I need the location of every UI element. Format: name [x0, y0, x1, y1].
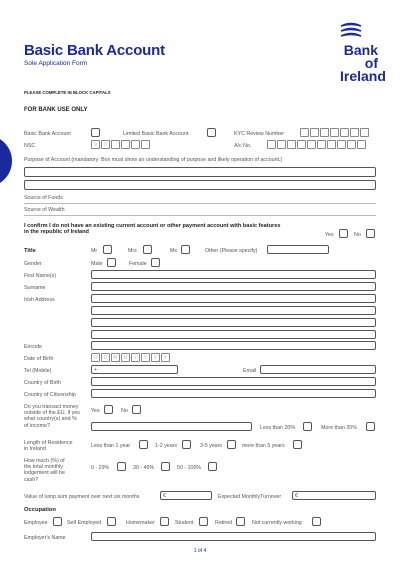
purpose-label: Purpose of Account (mandatory: Box must show an understanding of purpose and likely operation of account.)	[24, 157, 283, 163]
surname-field[interactable]	[91, 282, 376, 291]
bank-logo-text: Bank of Ireland	[340, 42, 386, 84]
residence-opt4-label: more than 5 years	[242, 443, 285, 449]
instruction-note: PLEASE COMPLETE IN BLOCK CAPITALS	[24, 90, 111, 95]
not-working-checkbox[interactable]	[312, 517, 321, 526]
divider	[24, 203, 376, 204]
retired-label: Retired	[215, 520, 233, 526]
confirm-no-checkbox[interactable]	[366, 229, 375, 238]
country-citizenship-label: Country of Citizenship	[24, 392, 76, 398]
nsc-field[interactable]: 9 0	[91, 140, 150, 149]
mr-checkbox[interactable]	[103, 245, 112, 254]
first-names-field[interactable]	[91, 270, 376, 279]
student-label: Student	[175, 520, 194, 526]
lodgement-opt1-label: 0 - 29%	[91, 465, 110, 471]
eircode-label: Eircode	[24, 344, 42, 350]
email-label: Email	[243, 368, 257, 374]
source-wealth-label: Source of Wealth	[24, 207, 65, 213]
dob-label: Date of Birth	[24, 356, 54, 362]
limited-account-checkbox[interactable]	[207, 128, 216, 137]
lodgement-opt1-checkbox[interactable]	[117, 462, 126, 471]
address-field-3[interactable]	[91, 318, 376, 327]
address-field-2[interactable]	[91, 306, 376, 315]
confirm-yes-checkbox[interactable]	[339, 229, 348, 238]
confirm-no-label: No	[354, 232, 361, 238]
title-label: Title	[24, 248, 36, 254]
ms-checkbox[interactable]	[181, 245, 190, 254]
lump-sum-label: Value of lump sum payment over next six months	[24, 494, 140, 500]
homemaker-checkbox[interactable]	[160, 517, 169, 526]
address-field-4[interactable]	[91, 330, 376, 339]
expected-turnover-label: Expected MonthlyTurnover	[218, 494, 282, 500]
mrs-checkbox[interactable]	[143, 245, 152, 254]
form-title: Basic Bank Account	[24, 42, 165, 59]
employee-checkbox[interactable]	[53, 517, 62, 526]
student-checkbox[interactable]	[199, 517, 208, 526]
homemaker-label: Homemaker	[126, 520, 155, 526]
limited-account-label: Limited Basic Bank Account	[123, 131, 189, 137]
lodgement-opt2-label: 30 - 49%	[133, 465, 155, 471]
male-label: Male	[91, 261, 103, 267]
tel-field[interactable]	[91, 365, 178, 374]
retired-checkbox[interactable]	[236, 517, 245, 526]
country-birth-label: Country of Birth	[24, 380, 61, 386]
tel-prefix: +	[94, 367, 98, 373]
transact-country-field[interactable]	[91, 422, 252, 431]
employer-field[interactable]	[91, 532, 376, 541]
email-field[interactable]	[260, 365, 376, 374]
surname-label: Surname	[24, 285, 46, 291]
lodgement-opt3-label: 50 - 100%	[177, 465, 202, 471]
residence-opt3-checkbox[interactable]	[227, 440, 236, 449]
transact-yes-checkbox[interactable]	[104, 405, 113, 414]
address-field-1[interactable]	[91, 294, 376, 303]
bank-logo-icon	[339, 22, 363, 42]
not-working-label: Not currently working	[252, 520, 302, 526]
mr-label: Mr	[91, 248, 98, 254]
residence-opt1-label: Less than 1 year	[91, 443, 131, 449]
basic-account-label: Basic Bank Account	[24, 131, 71, 137]
confirm-text: I confirm I do not have an existing current account or other payment account with basic features in the republic of Ireland	[24, 223, 281, 235]
mrs-label: Mrs	[128, 248, 137, 254]
first-names-label: First Name(s)	[24, 273, 57, 279]
other-title-field[interactable]	[267, 245, 329, 254]
acno-label: A/c No.	[234, 143, 252, 149]
purpose-field-1[interactable]	[24, 167, 376, 177]
gender-label: Gender	[24, 261, 42, 267]
basic-account-checkbox[interactable]	[91, 128, 100, 137]
country-birth-field[interactable]	[91, 377, 376, 386]
residence-opt2-checkbox[interactable]	[182, 440, 191, 449]
euro-sign: €	[295, 493, 298, 499]
transact-label: Do you transact money outside of the EU, if yes what country(s) and % of income?	[24, 404, 80, 429]
tel-label: Tel (Mobile)	[24, 368, 52, 374]
employer-label: Employer's Name	[24, 535, 66, 541]
divider	[24, 215, 376, 216]
more-20-label: More than 20%	[321, 425, 357, 431]
self-employed-checkbox[interactable]	[107, 517, 116, 526]
male-checkbox[interactable]	[107, 258, 116, 267]
less-20-label: Less than 20%	[260, 425, 296, 431]
lodgement-opt3-checkbox[interactable]	[208, 462, 217, 471]
residence-opt1-checkbox[interactable]	[139, 440, 148, 449]
occupation-heading: Occupation	[24, 507, 56, 513]
decorative-arc	[0, 135, 12, 187]
form-subtitle: Sole Application Form	[24, 60, 88, 67]
female-label: Female	[129, 261, 147, 267]
kyc-number-field[interactable]	[300, 128, 369, 137]
transact-yes-label: Yes	[91, 408, 100, 414]
source-funds-label: Source of Funds	[24, 195, 63, 201]
eircode-field[interactable]	[91, 341, 376, 350]
page-number: 1 of 4	[193, 548, 207, 554]
residence-label: Length of Residence in Ireland	[24, 440, 73, 453]
address-label: Irish Address	[24, 297, 55, 303]
less-20-checkbox[interactable]	[303, 422, 312, 431]
other-title-label: Other (Please specify)	[205, 248, 258, 254]
bank-use-heading: FOR BANK USE ONLY	[24, 107, 88, 113]
acno-field[interactable]	[267, 140, 366, 149]
kyc-label: KYC Review Number	[234, 131, 285, 137]
expected-turnover-field[interactable]	[292, 491, 376, 500]
residence-opt3-label: 3-5 years	[200, 443, 223, 449]
lodgement-opt2-checkbox[interactable]	[161, 462, 170, 471]
ms-label: Ms	[170, 248, 178, 254]
self-employed-label: Self Employed	[67, 520, 102, 526]
confirm-yes-label: Yes	[325, 232, 334, 238]
nsc-label: NSC	[24, 143, 36, 149]
female-checkbox[interactable]	[151, 258, 160, 267]
dob-field[interactable]: D D M M Y Y Y Y	[91, 353, 170, 362]
employee-label: Employee	[24, 520, 48, 526]
purpose-field-2[interactable]	[24, 180, 376, 190]
more-20-checkbox[interactable]	[366, 422, 375, 431]
residence-opt4-checkbox[interactable]	[293, 440, 302, 449]
euro-sign: €	[163, 493, 166, 499]
country-citizenship-field[interactable]	[91, 389, 376, 398]
lump-sum-field[interactable]	[160, 491, 212, 500]
transact-no-checkbox[interactable]	[132, 405, 141, 414]
residence-opt2-label: 1-2 years	[155, 443, 178, 449]
lodgement-label: How much (%) of the total monthly lodgement will be cash?	[24, 458, 65, 483]
transact-no-label: No	[121, 408, 128, 414]
